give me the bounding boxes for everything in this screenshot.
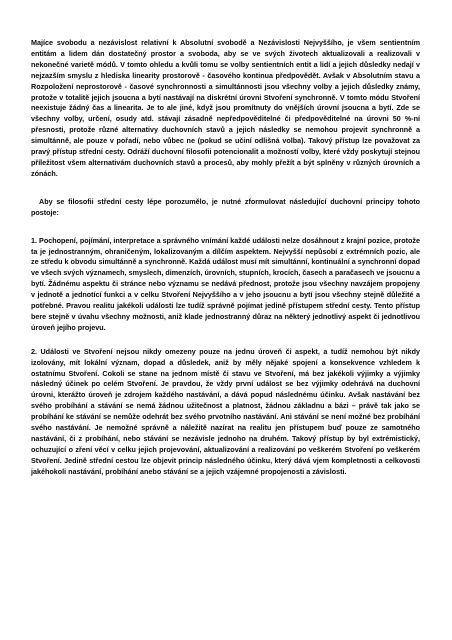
transition-paragraph: Aby se filosofii střední cesty lépe porozumělo, je nutné zformulovat následující duchovní principy tohoto postoje: xyxy=(31,196,420,217)
paragraph-spacer xyxy=(31,334,420,347)
document-page xyxy=(31,38,420,478)
paragraph-spacer xyxy=(31,180,420,197)
paragraph-spacer xyxy=(31,219,420,236)
principle-1-paragraph: 1. Pochopení, pojímání, interpretace a správného vnímání každé události nelze dosáhnout z krajní pozice, protože ta je jednostranným, ohraničeným, lokalizovaným a dílčím aspektem. Nejvyšší nepůsobí z extrémních pozic, ale ze středu k obvodu simultánně a synchronně. Každá událost musí mít simultánní, kontinuální a synchronní dopad ve všech svých významech, smyslech, dimenzích, úrovních, stupních, krocích, časech a paračasech ve jsoucnu a bytí. Žádnému aspektu či stránce nebo významu se nedává přednost, protože jsou všechny navzájem propojeny v jednotě a jednotící funkci a v celku Stvoření Nejvyššího a v jeho jsoucnu a bytí jsou všechny stejně důležité a potřebné. Pravou realitu jakékoli události lze tudíž správně pojímat jedině přístupem střední cesty. Tento přístup bere stejně v úvahu všechny možnosti, aniž klade jednostranný důraz na některý jednotlivý aspekt či jednotlivou úroveň jejího projevu. xyxy=(31,235,420,332)
intro-paragraph: Majíce svobodu a nezávislost relativní k Absolutní svobodě a Nezávislosti Nejvyššího, je všem sentientním entitám a lidem dán dostatečný prostor a svoboda, aby se ve svých životech aktualizovali a realizovali v nekonečné varietě módů. V tomto ohledu a kvůli tomu se volby sentientních entit a lidí a jejich důsledky nedají v nejzazším smyslu z hlediska linearity prostorově - časového kontinua předpovědět. Avšak v Absolutním stavu a Rozpoložení neprostorově - časové synchronnosti a simultánnosti jsou všechny volby a jejich důsledky známy, protože v totalitě jejich jsoucna a bytí nastávají na diskrétní úrovni Stvoření synchronně. V tomto módu Stvoření neexistuje žádný čas a linearita. Je to ale jiné, když jsou promítnuty do vnějších úrovní jsoucna a bytí. Zde se všechny volby, určení, osudy atd. stávají zásadně nepředpověditelné či předpověditelné na úrovni 50 %-ní přesnosti, protože různé alternativy duchovních stavů a jejich následky se nemohou projevit synchronně a simultánně, ale pouze v pořadí, nebo vůbec ne (pokud se učiní odlišná volba). Takový přístup lze považovat za pravý přístup střední cesty. Odráží duchovní filosofii potencionalit a možností volby, které vždy poskytují stejnou příležitost všem alternativám duchovních stavů a procesů, aby mohly přežít a být splněny v různých úrovních a zónách. xyxy=(31,38,420,178)
principle-2-paragraph: 2. Události ve Stvoření nejsou nikdy omezeny pouze na jednu úroveň či aspekt, a tudíž nemohou být nikdy izolovány, mít lokální význam, dopad a důsledek, aniž by měly nějaké spojení a konsekvence vzhledem k ostatnímu Stvoření. Cokoli se stane na jednom místě či stavu ve Stvoření, má bez jakékoli výjimky a výjimky následný účinek po celém Stvoření. Je pravdou, že vždy první událost se bez výjimky odehrává na duchovní úrovni, kterážto úroveň je zdrojem každého nastávání, a dává popud následnému účinku. Avšak nastávání bez svého probíhání a stávání se nemá žádnou užitečnost a platnost, žádnou základnu a bázi – právě tak jako se probíhání ke stávání se nemůže odehrát bez svého prvotního nastávání. Ani stávání se není možné bez probíhání svého nastávání. Je nemožné správně a náležitě nazírat na realitu jen přístupem buď pouze ze samotného nastávání, či z probíhání, nebo stávání se nezávisle jednoho na druhém. Takový přístup by byl extrémistický, ochuzující o zření věcí v celku jejich projevování, aktualizování a realizování po veškerém Stvoření po veškerém Stvoření. Jedině střední cestou lze objevit princip následného účinku, který dává vjem kompletnosti a celkovosti jakéhokoli nastávání, probíhání anebo stávání se a jejich vzájemné propojenosti a závislosti. xyxy=(31,346,420,476)
